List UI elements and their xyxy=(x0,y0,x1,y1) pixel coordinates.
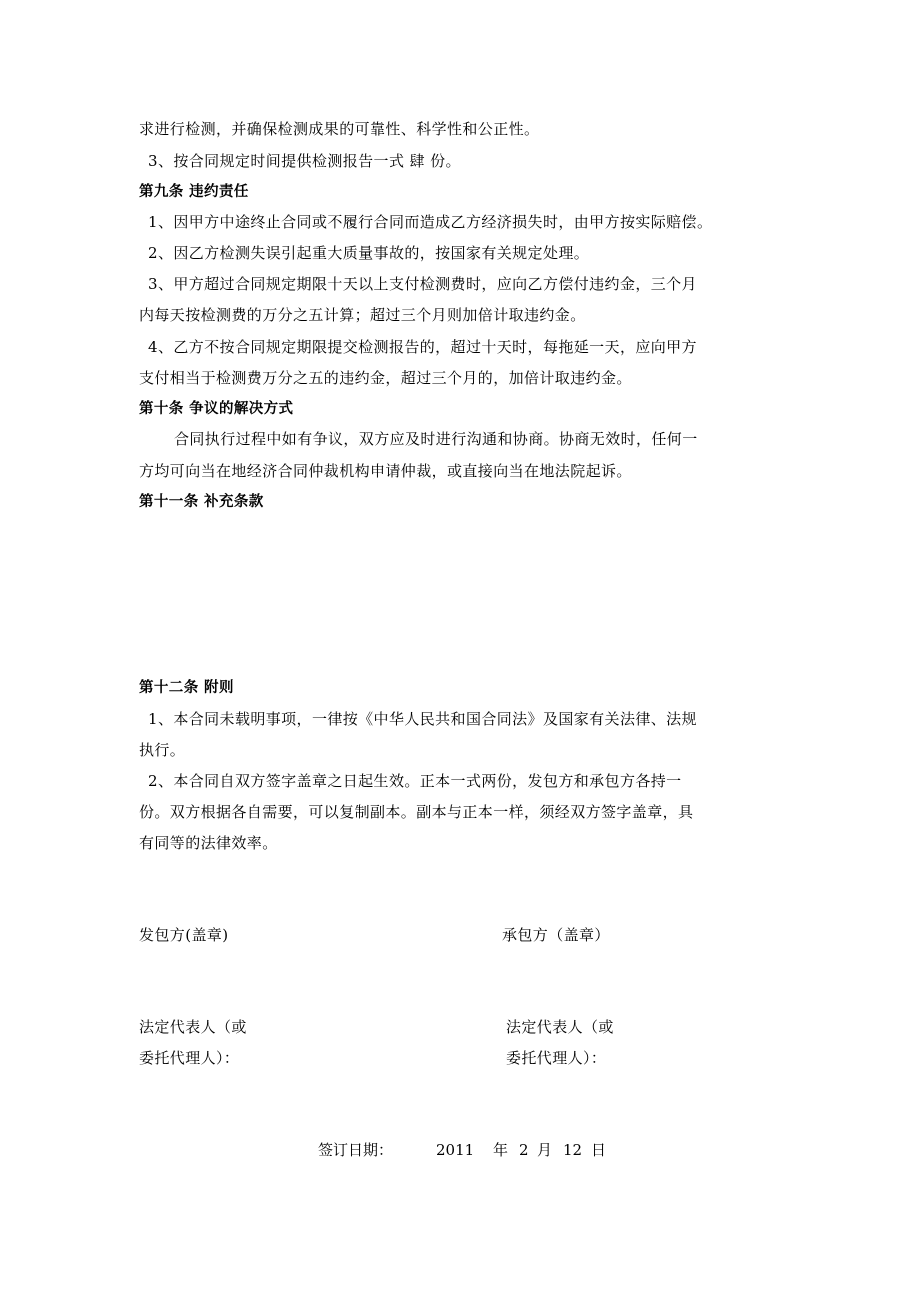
article12-item2-line2: 份。双方根据各自需要，可以复制副本。副本与正本一样，须经双方签字盖章，具 xyxy=(139,803,694,821)
party-b-seal-label: 承包方（盖章） xyxy=(502,926,610,944)
article10-para-line1: 合同执行过程中如有争议，双方应及时进行沟通和协商。协商无效时，任何一 xyxy=(174,430,698,448)
signing-date-day: 12 xyxy=(563,1141,583,1159)
article9-item3-line1: 3、甲方超过合同规定期限十天以上支付检测费时，应向乙方偿付违约金，三个月 xyxy=(148,275,697,293)
article9-item4-line1: 4、乙方不按合同规定期限提交检测报告的，超过十天时，每拖延一天，应向甲方 xyxy=(148,338,697,356)
signing-date xyxy=(318,1140,638,1160)
article9-item3-line2: 内每天按检测费的万分之五计算；超过三个月则加倍计取违约金。 xyxy=(139,306,586,324)
party-b-rep-line2: 委托代理人）： xyxy=(506,1049,607,1067)
article12-item2-line3: 有同等的法律效率。 xyxy=(139,834,278,852)
party-a-rep-line2: 委托代理人）： xyxy=(139,1049,240,1067)
signing-date-label: 签订日期： xyxy=(318,1141,394,1159)
article12-heading: 第十二条 附则 xyxy=(139,680,234,696)
party-a-seal-label: 发包方(盖章) xyxy=(139,926,229,944)
party-a-rep-line1: 法定代表人（或 xyxy=(139,1018,247,1036)
article9-item1: 1、因甲方中途终止合同或不履行合同而造成乙方经济损失时，由甲方按实际赔偿。 xyxy=(148,213,713,231)
article11-heading: 第十一条 补充条款 xyxy=(139,494,264,510)
article8-continuation: 求进行检测，并确保检测成果的可靠性、科学性和公正性。 xyxy=(139,120,540,138)
party-b-rep-line1: 法定代表人（或 xyxy=(506,1018,614,1036)
signing-date-month-unit: 月 xyxy=(537,1141,553,1159)
article12-item2-line1: 2、本合同自双方签字盖章之日起生效。正本一式两份，发包方和承包方各持一 xyxy=(148,772,682,790)
signing-date-year-unit: 年 xyxy=(493,1141,509,1159)
signing-date-day-unit: 日 xyxy=(591,1141,607,1159)
article12-item1-line1: 1、本合同未载明事项，一律按《中华人民共和国合同法》及国家有关法律、法规 xyxy=(148,710,697,728)
article9-item4-line2: 支付相当于检测费万分之五的违约金，超过三个月的，加倍计取违约金。 xyxy=(139,369,632,387)
article12-item1-line2: 执行。 xyxy=(139,741,186,759)
article10-heading: 第十条 争议的解决方式 xyxy=(139,401,294,417)
signing-date-year: 2011 xyxy=(436,1141,475,1159)
signing-date-month: 2 xyxy=(519,1141,529,1159)
article9-heading: 第九条 违约责任 xyxy=(139,184,249,200)
article8-item3: 3、按合同规定时间提供检测报告一式 肆 份。 xyxy=(148,152,461,170)
article10-para-line2: 方均可向当在地经济合同仲裁机构申请仲裁，或直接向当在地法院起诉。 xyxy=(139,462,632,480)
article9-item2: 2、因乙方检测失误引起重大质量事故的，按国家有关规定处理。 xyxy=(148,244,590,262)
